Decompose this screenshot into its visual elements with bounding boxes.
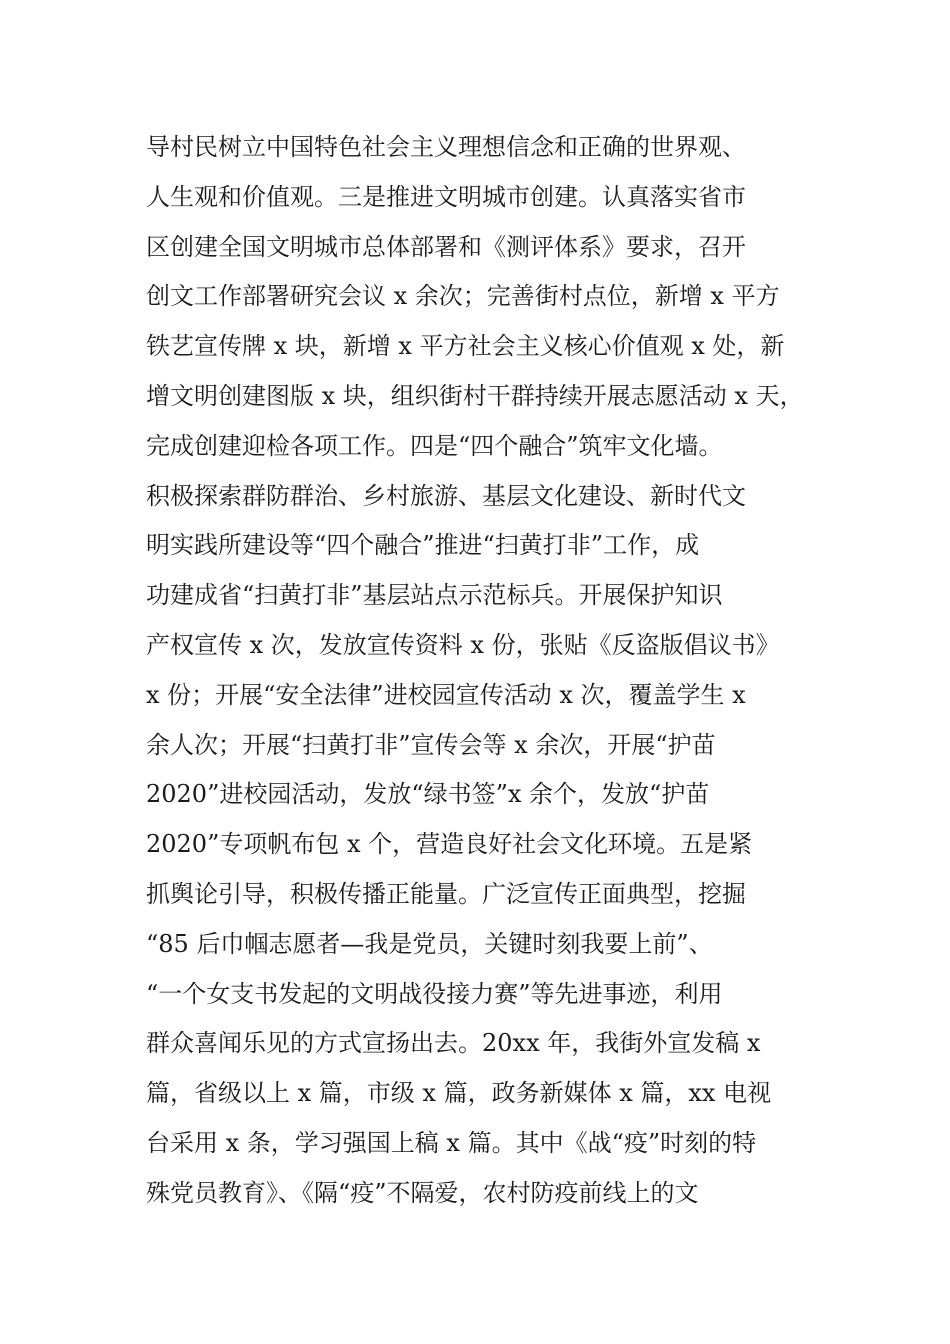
text-line-6: 增文明创建图版 x 块，组织街村干群持续开展志愿活动 x 天， — [146, 381, 804, 410]
text-line-15: 2020”专项帆布包 x 个，营造良好社会文化环境。五是紧 — [146, 830, 753, 859]
text-line-8: 积极探索群防群治、乡村旅游、基层文化建设、新时代文 — [146, 481, 746, 510]
text-line-13: 余人次；开展“扫黄打非”宣传会等 x 余次，开展“护苗 — [146, 730, 716, 759]
text-line-17: “85 后巾帼志愿者—我是党员，关键时刻我要上前”、 — [146, 929, 713, 958]
text-line-2: 人生观和价值观。三是推进文明城市创建。认真落实省市 — [146, 182, 746, 211]
text-line-5: 铁艺宣传牌 x 块，新增 x 平方社会主义核心价值观 x 处，新 — [146, 332, 785, 361]
text-line-21: 台采用 x 条，学习强国上稿 x 篇。其中《战“疫”时刻的特 — [146, 1128, 757, 1157]
text-line-12: x 份；开展“安全法律”进校园宣传活动 x 次，覆盖学生 x — [146, 680, 746, 709]
text-line-4: 创文工作部署研究会议 x 余次；完善街村点位，新增 x 平方 — [146, 282, 780, 311]
text-line-14: 2020”进校园活动，发放“绿书签”x 余个，发放“护苗 — [146, 780, 710, 809]
text-line-9: 明实践所建设等“四个融合”推进“扫黄打非”工作，成 — [146, 531, 700, 560]
text-line-22: 殊党员教育》、《隔“疫”不隔爱，农村防疫前线上的文 — [146, 1178, 699, 1207]
text-line-1: 导村民树立中国特色社会主义理想信念和正确的世界观、 — [146, 133, 746, 161]
text-line-16: 抓舆论引导，积极传播正能量。广泛宣传正面典型，挖掘 — [146, 879, 746, 908]
text-line-10: 功建成省“扫黄打非”基层站点示范标兵。开展保护知识 — [146, 581, 723, 610]
body-paragraph — [146, 123, 816, 1219]
text-line-11: 产权宣传 x 次，发放宣传资料 x 份，张贴《反盗版倡议书》 — [146, 630, 780, 659]
text-line-20: 篇，省级以上 x 篇，市级 x 篇，政务新媒体 x 篇，xx 电视 — [146, 1079, 772, 1108]
text-line-19: 群众喜闻乐见的方式宣扬出去。20xx 年，我街外宣发稿 x — [146, 1029, 761, 1058]
text-line-7: 完成创建迎检各项工作。四是“四个融合”筑牢文化墙。 — [146, 431, 723, 460]
text-line-3: 区创建全国文明城市总体部署和《测评体系》要求，召开 — [146, 232, 746, 261]
text-line-18: “一个女支书发起的文明战役接力赛”等先进事迹，利用 — [146, 979, 723, 1008]
